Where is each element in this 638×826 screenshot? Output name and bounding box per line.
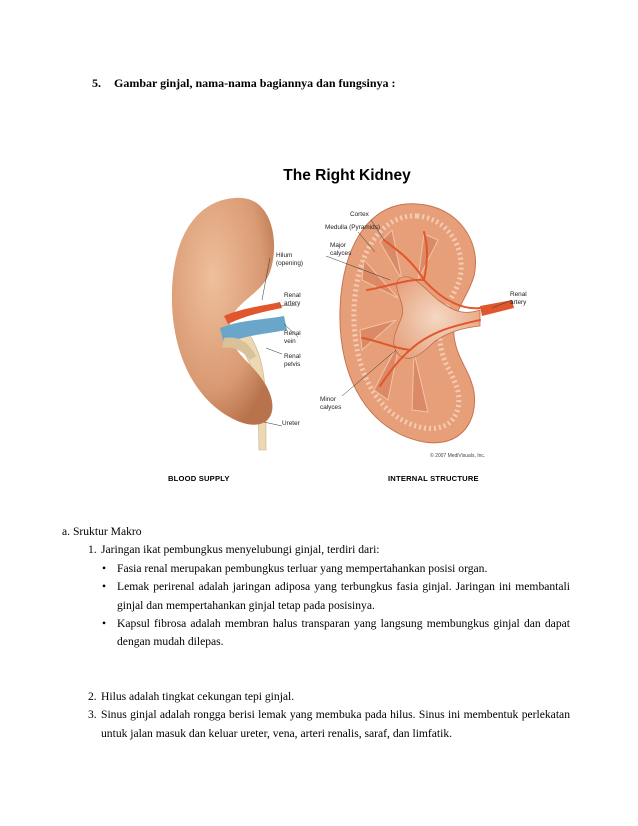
- section-heading: [92, 76, 396, 91]
- list-item-2: 2. Hilus adalah tingkat cekungan tepi ginjal.: [88, 689, 295, 703]
- label-hilum: Hilum (opening): [276, 252, 304, 267]
- caption-internal-structure: INTERNAL STRUCTURE: [388, 474, 479, 483]
- label-medulla: Medulla (Pyramids): [325, 224, 381, 231]
- label-cortex: Cortex: [350, 211, 369, 218]
- label-renal-artery-left: Renal artery: [284, 292, 301, 307]
- list-item-1: 1. Jaringan ikat pembungkus menyelubungi ginjal, terdiri dari:: [88, 543, 380, 557]
- bullet-item: • Kapsul fibrosa adalah membran halus transparan yang langsung membungkus ginjal dan dapat dengan mudah dilepas.: [102, 617, 570, 649]
- label-ureter: Ureter: [282, 420, 300, 427]
- label-major-calyces: Major calyces: [330, 242, 352, 257]
- section-title: a. Sruktur Makro: [62, 525, 142, 538]
- heading-number: 5.: [92, 76, 101, 90]
- list-item-3: 3. Sinus ginjal adalah rongga berisi lemak yang membuka pada hilus. Sinus ini membentuk perlekatan untuk jalan masuk dan keluar ureter, vena, arteri renalis, saraf, dan limfatik.: [88, 708, 570, 740]
- label-renal-pelvis: Renal pelvis: [284, 353, 301, 368]
- label-renal-artery-right: Renal artery: [510, 291, 527, 306]
- label-renal-vein: Renal vein: [284, 330, 301, 345]
- copyright: © 2007 MediVisuals, Inc.: [430, 453, 486, 459]
- renal-artery-right-shape: [480, 300, 514, 316]
- caption-blood-supply: BLOOD SUPPLY: [168, 474, 230, 483]
- kidney-illustration: [162, 160, 532, 490]
- kidney-figure: [162, 160, 532, 490]
- label-minor-calyces: Minor calyces: [320, 396, 342, 411]
- heading-title: Gambar ginjal, nama-nama bagiannya dan fungsinya :: [114, 76, 396, 90]
- figure-title: The Right Kidney: [283, 167, 411, 184]
- bullet-item: • Fasia renal merupakan pembungkus terluar yang mempertahankan posisi organ.: [102, 561, 488, 575]
- body-text: [62, 523, 570, 743]
- bullet-item: • Lemak perirenal adalah jaringan adiposa yang terbungkus fasia ginjal. Jaringan ini membantali ginjal dan mempertahankan ginjal tetap pada posisinya.: [102, 580, 570, 612]
